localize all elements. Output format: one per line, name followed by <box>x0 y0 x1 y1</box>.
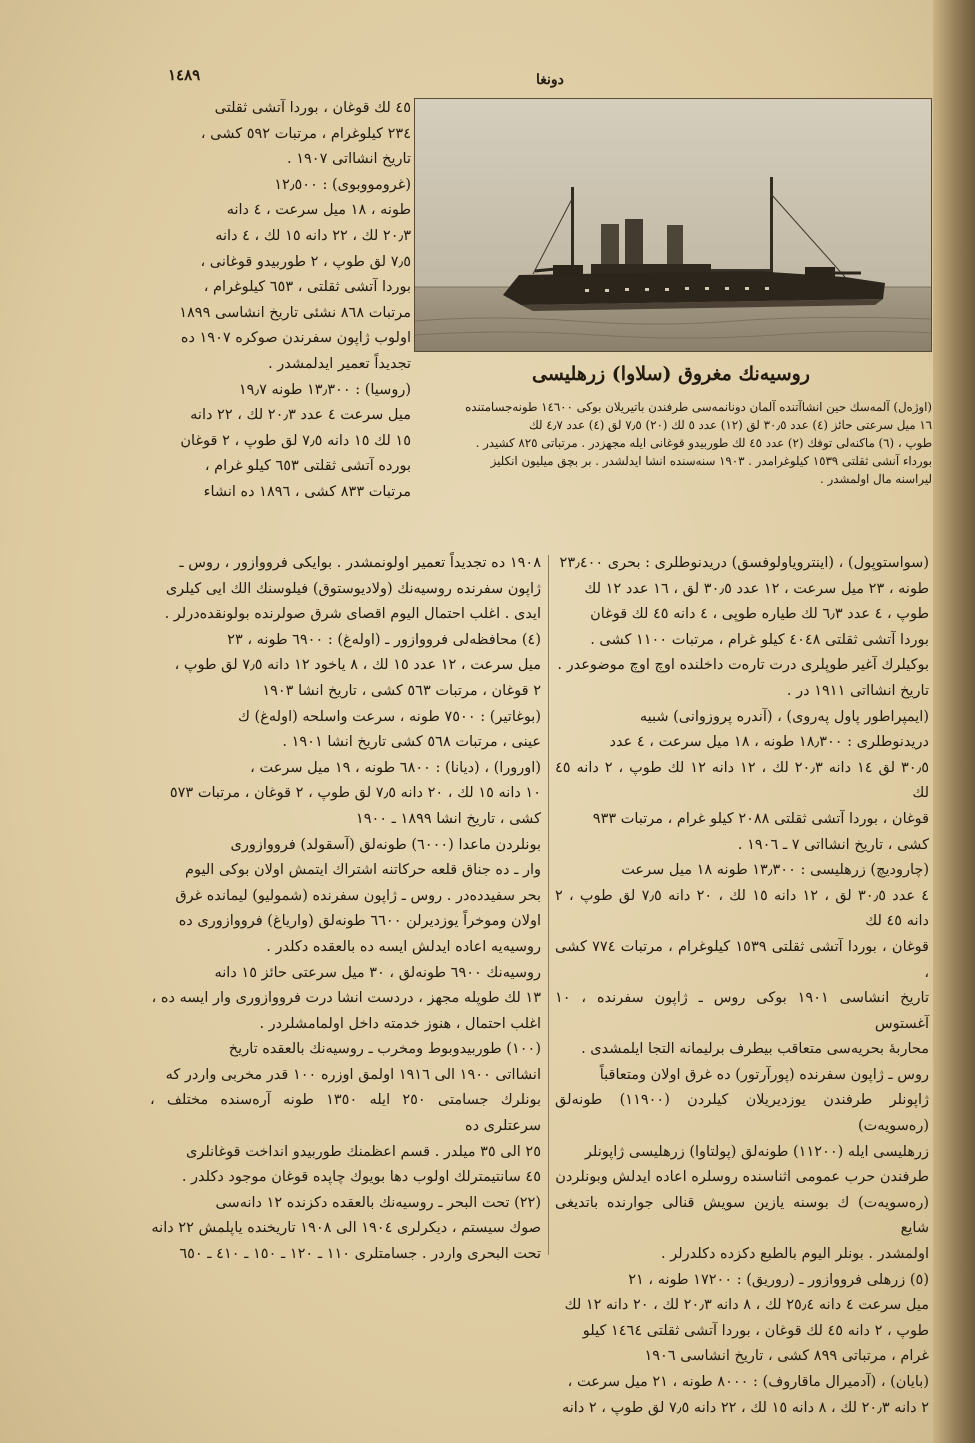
text-line: ١٠ دانه ١٥ لك ، ٢٠ دانه ٧٫٥ لق طوپ ، ٢ قوغان ، مرتبات ٥٧٣ <box>169 785 541 802</box>
column-b <box>150 551 541 1268</box>
column-c <box>555 551 929 1421</box>
text-line: (چارودیچ) زرهلیسی : ١٣٫٣٠٠ طونه ١٨ میل سرعت <box>621 862 929 879</box>
text-line: میل سرعت ٤ دانه ٢٥٫٤ لك ، ٨ دانه ٢٠٫٣ لك ، ٢٠ دانه ١٢ لك <box>564 1297 929 1314</box>
text-line: صوك سیستم ، دیكرلری ١٩٠٤ الی ١٩٠٨ تاریخنده یاپلمش ٢٢ دانه <box>151 1220 541 1237</box>
text-line: اغلب احتمال ، هنوز خدمته داخل اولمامشلردر . <box>259 1015 541 1032</box>
text-line: ٢٣٤ كیلوغرام ، مرتبات ٥٩٢ كشی ، <box>200 125 411 142</box>
text-line: كشی ، تاریخ انشا ١٨٩٩ ـ ١٩٠٠ <box>355 810 541 827</box>
text-line: بوكیلرك آغیر طوپلری درت تارەت داخلنده اوچ اوچ موضوعدر . <box>557 657 929 674</box>
text-line: بحر سفیدده‌در . روس ـ ژاپون سفرنده (شمولیو) لیمانده غرق <box>175 887 541 904</box>
text-line: ژاپونلر طرفندن یوزدیریلان كیلردن (١١٩٠٠) طونه‌لق (رەسویەت) <box>555 1092 929 1135</box>
text-line: ٢ قوغان ، مرتبات ٥٦٣ كشی ، تاریخ انشا ١٩٠٣ <box>262 682 541 699</box>
text-line: بوردا آتشی ثقلتی ٤٠٤٨ كیلو غرام ، مرتبات ١١٠٠ كشی . <box>590 631 929 648</box>
page-number: ١٤٨٩ <box>168 66 201 84</box>
text-line: ٢٠٫٣ لك ، ٢٢ دانه ١٥ لك ، ٤ دانه <box>215 227 411 244</box>
text-line: تحت البحری واردر . جسامتلری ١١٠ ـ ١٢٠ ـ ١٥٠ ـ ٤١٠ ـ ٦٥٠ <box>179 1246 541 1263</box>
text-line: تاریخ انشاسی ١٩٠١ بوكی روس ـ ژاپون سفرنده ، ١٠ آغستوس <box>555 990 929 1032</box>
text-line: ایدی . اغلب احتمال الیوم اقصای شرق صولرنده بولونقده‌درلر . <box>164 606 541 623</box>
running-head: دونغا <box>536 72 564 88</box>
text-line: میل سرعت ٤ عدد ٢٠٫٣ لك ، ٢٢ دانه <box>190 407 411 424</box>
text-line: ٤٥ لك قوغان ، بوردا آتشی ثقلتی <box>214 100 411 116</box>
text-line: محاربهٔ بحریه‌سی متعاقب بیطرف برلیمانه التجا ایلمشدی . <box>581 1041 929 1058</box>
text-line: ٢٥ الی ٣٥ میلدر . قسم اعظمنك طوربیدو انداخت قوغانلری <box>186 1143 541 1160</box>
text-line: تاریخ انشااتی ١٩٠٧ . <box>286 151 411 168</box>
text-line: (اوژەل) آلمه‌سك حین انشاآتنده آلمان دونانمه‌سی طرفندن باتیریلان بوكی ١٤٦٠٠ طونه‌جسامتنده <box>465 400 932 414</box>
warship-illustration <box>415 99 931 351</box>
text-line: (٥) زرهلی فرووازور ـ (روریق) : ١٧٢٠٠ طونه ، ٢١ <box>628 1271 929 1288</box>
text-line: (اورورا) ، (دیانا) : ٦٨٠٠ طونه ، ١٩ میل سرعت ، <box>250 759 541 776</box>
text-line: مرتبات ٨٦٨ نشئی تاریخ انشاسی ١٨٩٩ <box>179 304 411 321</box>
text-line: (بایان) ، (آدمیرال ماقاروف) : ٨٠٠٠ طونه ، ٢١ میل سرعت ، <box>567 1374 929 1390</box>
text-line: ٢ دانه ٢٠٫٣ لك ، ٨ دانه ١٥ لك ، ٢٢ دانه ٧٫٥ لق طوپ ، ٢ دانه <box>562 1399 929 1416</box>
text-line: طوپ ، ٤ عدد ٦٫٣ لك طیاره طوپی ، ٤ دانه ٤٥ لك قوغان <box>590 606 929 623</box>
text-line: قوغان ، بوردا آتشی ثقلتی ١٥٣٩ كیلوغرام ، مرتبات ٧٧٤ كشی ، <box>555 938 929 981</box>
text-line: دریدنوطلری : ١٨٫٣٠٠ طونه ، ١٨ میل سرعت ، ٤ عدد <box>609 734 929 751</box>
text-line: (رەسویەت) ك بوسنه یازین سویش قنالی جوارنده باتدیغی شایع <box>555 1194 929 1237</box>
text-line: (روسیا) : ١٣٫٣٠٠ طونه ١٩٫٧ <box>238 381 411 398</box>
text-line: طوپ ، ٢ دانه ٤٥ لك قوغان ، بوردا آتشی ثقلتی ١٤٦٤ كیلو <box>582 1322 929 1339</box>
text-line: میل سرعت ، ١٢ عدد ١٥ لك ، ٨ یاخود ١٢ دانه ٧٫٥ لق طوپ ، <box>174 657 541 674</box>
text-line: روس ـ ژاپون سفرنده (پورآرتور) ده غرق اولان ومتعاقباً <box>599 1066 929 1083</box>
text-line: بونلردن ماعدا (٦٠٠٠) طونه‌لق (آسقولد) فرووازوری <box>230 836 541 853</box>
text-line: وار ـ ده جناق قلعه حركاتنه اشتراك ایتمش اولان بوكی الیوم <box>184 862 541 879</box>
text-line: (٤) محافظه‌لی فرووازور ـ (اولەغ) : ٦٩٠٠ طونه ، ٢٣ <box>227 631 541 648</box>
text-line: لیراسنه مال اولمشدر . <box>820 472 932 486</box>
text-line: عینی ، مرتبات ٥٦٨ كشی تاریخ انشا ١٩٠١ . <box>282 734 541 751</box>
text-line: بوردا آتشی ثقلتی ، ٦٥٣ كیلوغرام ، <box>203 279 411 296</box>
warship-photo <box>414 98 932 352</box>
column-divider <box>548 555 549 1255</box>
text-line: انشااتی ١٩٠٠ الی ١٩١٦ اولمق اوزره ١٠٠ قدر مخربی واردر كه <box>165 1066 541 1083</box>
text-line: (بوغاتیر) : ٧٥٠٠ طونه ، سرعت واسلحه (اولەغ) ك <box>238 708 541 725</box>
text-line: طونه ، ١٨ میل سرعت ، ٤ دانه <box>226 202 411 219</box>
text-line: زرهلیسی ایله (١١٢٠٠) طونه‌لق (پولتاوا) زرهلیسی ژاپونلر <box>584 1143 929 1160</box>
text-line: ٤ عدد ٣٠٫٥ لق ، ١٢ دانه ١٥ لك ، ٢٠ دانه ٧٫٥ لق طوپ ، ٢ دانه ٤٥ لك <box>555 887 929 930</box>
text-line: ژاپون سفرنده روسیه‌نك (ولادیوستوق) فیلوسنك الك ایی كیلری <box>165 580 541 597</box>
text-line: تجدیداً تعمیر ایدلمشدر . <box>268 355 411 372</box>
text-line: (سواستوپول) ، (اینترویاولوفسق) دریدنوطلری : بحری ٢٣٫٤٠٠ <box>559 555 929 571</box>
text-line: ١٥ لك ١٥ دانه ٧٫٥ لق طوپ ، ٢ قوغان <box>180 432 411 449</box>
text-line: اولمشدر . بونلر الیوم بالطبع دكزده دكلدرلر . <box>661 1246 929 1263</box>
text-line: (ایمپراطور پاول پەروی) ، (آندره پروزوانی) شبیه <box>639 708 929 725</box>
column-a <box>157 96 411 506</box>
text-line: ١٩٠٨ ده تجدیداً تعمیر اولونمشدر . بوایكی فرووازور ، روس ـ <box>179 555 541 571</box>
text-line: اولوب ژاپون سفرندن صوكره ١٩٠٧ ده <box>180 330 411 347</box>
text-line: روسیه‌یه اعاده ایدلش ایسه ده بالعقده دكلدر . <box>266 938 541 955</box>
figure-description <box>393 398 932 488</box>
text-line: ٧٫٥ لق طوپ ، ٢ طوربیدو قوغانی ، <box>200 253 411 270</box>
text-line: مرتبات ٨٣٣ كشی ، ١٨٩٦ ده انشاء <box>203 483 411 500</box>
text-line: قوغان ، بوردا آتشی ثقلتی ٢٠٨٨ كیلو غرام ، مرتبات ٩٣٣ <box>592 810 929 827</box>
text-line: تاریخ انشااتی ١٩١١ در . <box>786 682 929 699</box>
text-line: (غرومووبوی) : ١٢٫٥٠٠ <box>274 176 411 193</box>
text-line: طوپ ، (٦) ماكنه‌لی توفك (٢) عدد ٤٥ لك طوربیدو قوغانی ایله مجهزدر . مرتباتی ٨٢٥ كشیدر . <box>475 436 932 450</box>
text-line: ٣٠٫٥ لق ١٤ دانه ٢٠٫٣ لك ، ١٢ دانه ١٢ لك طوپ ، ٢ دانه ٤٥ لك <box>555 759 930 802</box>
text-line: اولان وموخراً یوزدیرلن ٦٦٠٠ طونه‌لق (واریاغ) فرووازوری ده <box>178 913 541 930</box>
text-line: (١٠٠) طوربیدوبوط ومخرب ـ روسیه‌نك بالعقده تاریخ <box>228 1041 541 1058</box>
figure-caption: روسیه‌نك مغروق (سلاوا) زرهلیسی <box>532 363 810 385</box>
text-line: بونلرك جسامتی ٢٥٠ ایله ١٣٥٠ طونه آره‌سنده مختلف ، سرعتلری ده <box>150 1092 542 1135</box>
text-line: كشی ، تاریخ انشااتی ٧ ـ ١٩٠٦ . <box>737 836 929 853</box>
text-line: روسیه‌نك ٦٩٠٠ طونه‌لق ، ٣٠ میل سرعتی حائز ١٥ دانه <box>214 964 541 981</box>
text-line: بورداء آنشی ثقلتی ١٥٣٩ كیلوغرامدر . ١٩٠٣ سنه‌سنده انشا ایدلشدر . بر بچق میلیون انكلیز <box>490 454 932 468</box>
text-line: ١٣ لك طوپله مجهز ، دردست انشا درت فرووازوری وار ایسه ده ، <box>151 990 541 1007</box>
text-line: غرام ، مرتباتی ٨٩٩ كشی ، تاریخ انشاسی ١٩٠٦ <box>644 1348 929 1365</box>
text-line: طونه ، ٢٣ میل سرعت ، ١٢ عدد ٣٠٫٥ لق ، ١٦ عدد ١٢ لك <box>584 580 929 597</box>
text-line: بورده آتشی ثقلتی ٦٥٣ كیلو غرام ، <box>204 458 411 475</box>
text-line: ١٦ میل سرعتی حائز (٤) عدد ٣٠٫٥ لق (١٢) عدد ٥ لك (٢٠) ٧٫٥ لق (٤) عدد ٤٫٧ لك <box>528 418 932 432</box>
text-line: طرفندن حرب عمومی اثناسنده روسلره اعاده ایدلش وبونلردن <box>555 1169 929 1186</box>
book-gutter <box>933 0 975 1443</box>
text-line: (٢٢) تحت البحر ـ روسیه‌نك بالعقده دكزنده ١٢ دانه‌سی <box>215 1194 541 1211</box>
text-line: ٤٥ سانتیمترلك اولوب دها بویوك چاپده قوغان موجود دكلدر . <box>181 1169 541 1186</box>
